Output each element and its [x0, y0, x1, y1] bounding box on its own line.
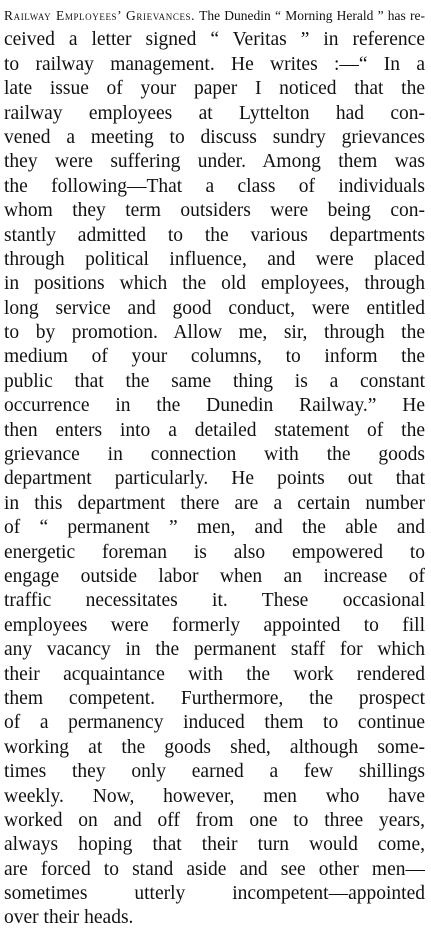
text-line: them competent. Furthermore, the prospect [4, 687, 425, 709]
text-line: employees were formerly appointed to fill [4, 614, 425, 636]
text-line: they were suffering under. Among them was [4, 151, 425, 173]
text-line: in positions which the old employees, through [4, 273, 425, 295]
text-line: are forced to stand aside and see other men— [4, 858, 425, 880]
text-line: of “ permanent ” men, and the able and [4, 517, 425, 539]
text-line: long service and good conduct, were entitled [4, 297, 425, 319]
text-line: times they only earned a few shillings [4, 761, 425, 783]
text-line: railway employees at Lyttelton had con- [4, 102, 425, 124]
text-line: whom they term outsiders were being con- [4, 200, 425, 222]
text-line: worked on and off from one to three years, [4, 809, 425, 831]
text-line: traffic necessitates it. These occasional [4, 590, 425, 612]
text-line: grievance in connection with the goods [4, 444, 425, 466]
text-line: of a permanency induced them to continue [4, 712, 425, 734]
text-line: public that the same thing is a constant [4, 370, 425, 392]
text-line: energetic foreman is also empowered to [4, 541, 425, 563]
text-line: the following—That a class of individuals [4, 175, 425, 197]
text-line: always hoping that their turn would come, [4, 834, 425, 856]
text-line: vened a meeting to discuss sundry grievances [4, 126, 425, 148]
text-line: working at the goods shed, although some- [4, 736, 425, 758]
text-line: their acquaintance with the work rendered [4, 663, 425, 685]
text-line: any vacancy in the permanent staff for which [4, 639, 425, 661]
text-line: medium of your columns, to inform the [4, 346, 425, 368]
text-line: engage outside labor when an increase of [4, 565, 425, 587]
text-line: late issue of your paper I noticed that the [4, 78, 425, 100]
text-line: ceived a letter signed “ Veritas ” in reference [4, 29, 425, 51]
headline-line [4, 4, 425, 28]
text-line: to by promotion. Allow me, sir, through the [4, 322, 425, 344]
text-line: then enters into a detailed statement of the [4, 419, 425, 441]
text-line: The Dunedin “ Morning Herald ” has re- [199, 8, 425, 23]
text-line: occurrence in the Dunedin Railway.” He [4, 395, 425, 417]
text-line: to railway management. He writes :—“ In a [4, 53, 425, 75]
text-line: sometimes utterly incompetent—appointed [4, 883, 425, 905]
text-line: through political influence, and were placed [4, 248, 425, 270]
text-line: stantly admitted to the various departments [4, 224, 425, 246]
text-line: in this department there are a certain number [4, 492, 425, 514]
text-line: department particularly. He points out that [4, 468, 425, 490]
text-line: over their heads. [4, 907, 134, 929]
text-line: weekly. Now, however, men who have [4, 785, 425, 807]
article-headline: Railway Employees’ Grievances. [4, 8, 196, 23]
